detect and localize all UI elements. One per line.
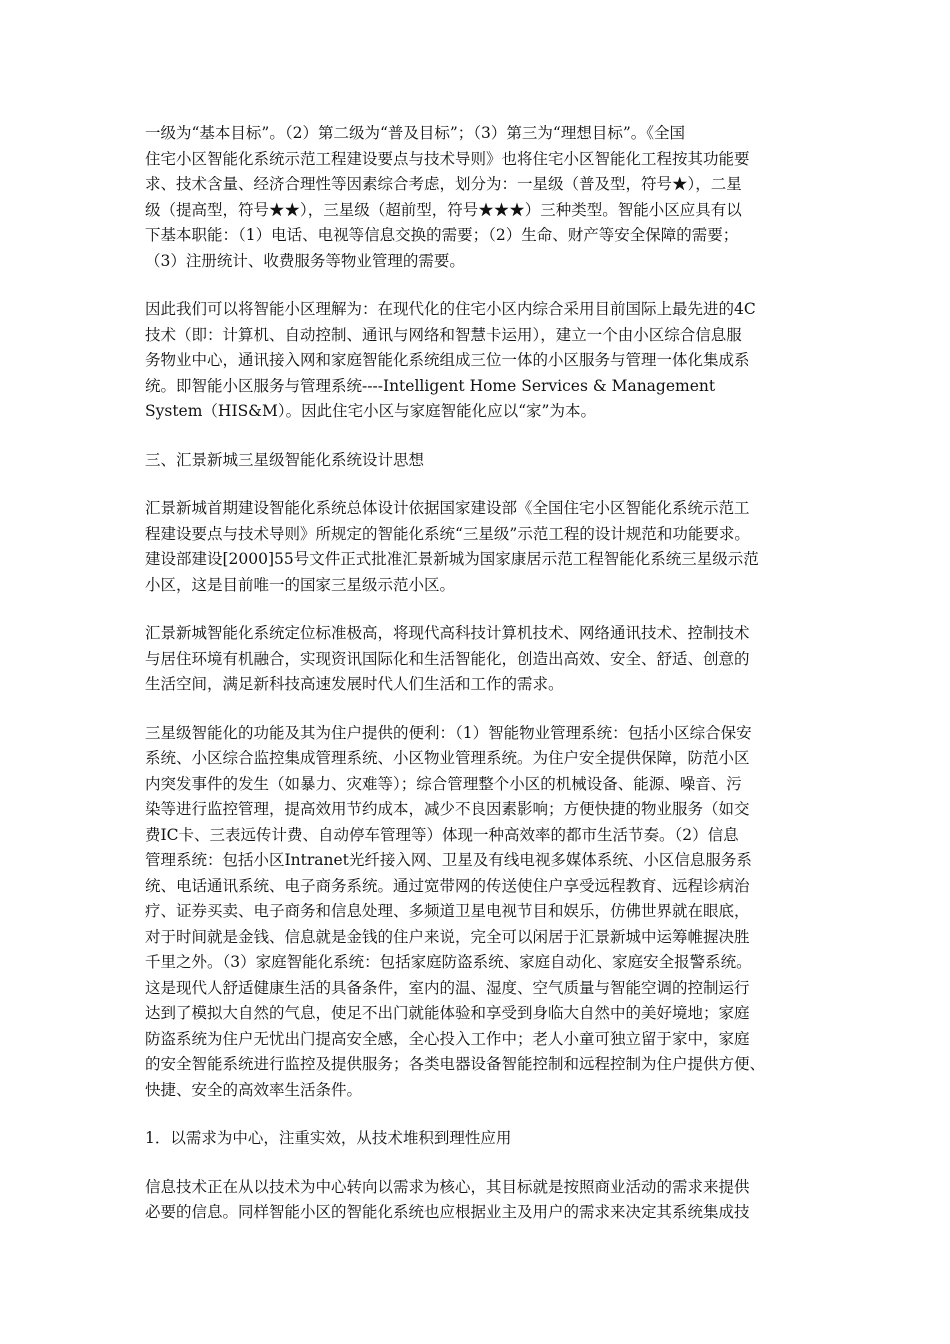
paragraph-three-star-functions (145, 721, 805, 1104)
section-heading-3 (145, 448, 805, 474)
heading-text: 三、汇景新城三星级智能化系统设计思想 (145, 450, 425, 469)
text-line: 染等进行监控管理，提高效用节约成本，减少不良因素影响；方便快捷的物业服务（如交 (145, 800, 750, 818)
heading-text: 1．以需求为中心，注重实效，从技术堆积到理性应用 (145, 1129, 512, 1147)
text-line: 务物业中心，通讯接入网和家庭智能化系统组成三位一体的小区服务与管理一体化集成系 (145, 351, 750, 369)
text-line: 系统、小区综合监控集成管理系统、小区物业管理系统。为住户安全提供保障，防范小区 (145, 749, 750, 767)
text-line: 内突发事件的发生（如暴力、灾难等）；综合管理整个小区的机械设备、能源、噪音、污 (145, 774, 742, 793)
text-line: 千里之外。（3）家庭智能化系统：包括家庭防盗系统、家庭自动化、家庭安全报警系统。 (145, 953, 752, 971)
text-line: 对于时间就是金钱、信息就是金钱的住户来说，完全可以闲居于汇景新城中运筹帷握决胜 (145, 927, 750, 946)
text-line: 的安全智能系统进行监控及提供服务；各类电器设备智能控制和远程控制为住户提供方便、 (145, 1055, 766, 1073)
text-line: 下基本职能：（1）电话、电视等信息交换的需要；（2）生命、财产等安全保障的需要； (145, 226, 739, 244)
text-line: 信息技术正在从以技术为中心转向以需求为核心，其目标就是按照商业活动的需求来提供 (145, 1177, 750, 1196)
text-line: 一级为“基本目标”。（2）第二级为“普及目标”；（3）第三为“理想目标”。《全国 (145, 124, 686, 142)
text-line: 疗、证券买卖、电子商务和信息处理、多频道卫星电视节目和娱乐，仿佛世界就在眼底， (145, 902, 750, 920)
text-line: System（HIS&M）。因此住宅小区与家庭智能化应以“家”为本。 (145, 402, 596, 420)
paragraph-smart-community-definition (145, 297, 805, 425)
text-line: 这是现代人舒适健康生活的具备条件，室内的温、湿度、空气质量与智能空调的控制运行 (145, 978, 750, 997)
text-line: 必要的信息。同样智能小区的智能化系统也应根据业主及用户的需求来决定其系统集成技 (145, 1203, 750, 1221)
paragraph-positioning (145, 621, 805, 698)
text-line: 汇景新城首期建设智能化系统总体设计依据国家建设部《全国住宅小区智能化系统示范工 (145, 499, 750, 517)
text-line: 因此我们可以将智能小区理解为：在现代化的住宅小区内综合采用目前国际上最先进的4C (145, 300, 756, 318)
text-line: 程建设要点与技术导则》所规定的智能化系统“三星级”示范工程的设计规范和功能要求。 (145, 524, 750, 543)
text-line: 统。即智能小区服务与管理系统----Intelligent Home Services & Management (145, 376, 716, 395)
text-line: 求、技术含量、经济合理性等因素综合考虑，划分为：一星级（普及型，符号★），二星 (145, 175, 742, 193)
text-line: 生活空间，满足新科技高速发展时代人们生活和工作的需求。 (145, 675, 564, 693)
text-line: 与居住环境有机融合，实现资讯国际化和生活智能化，创造出高效、安全、舒适、创意的 (145, 649, 750, 668)
text-line: 达到了模拟大自然的气息，使足不出门就能体验和享受到身临大自然中的美好境地；家庭 (145, 1004, 750, 1022)
text-line: 小区，这是目前唯一的国家三星级示范小区。 (145, 575, 456, 594)
subsection-heading-1 (145, 1126, 805, 1152)
text-line: 快捷、安全的高效率生活条件。 (145, 1080, 363, 1099)
text-line: 费IC卡、三表远传计费、自动停车管理等）体现一种高效率的都市生活节奏。（2）信息 (145, 825, 739, 844)
text-line: 住宅小区智能化系统示范工程建设要点与技术导则》也将住宅小区智能化工程按其功能要 (145, 149, 750, 168)
text-line: 统、电话通讯系统、电子商务系统。通过宽带网的传送使住户享受远程教育、远程诊病治 (145, 876, 750, 895)
text-line: （3）注册统计、收费服务等物业管理的需要。 (145, 251, 465, 270)
text-line: 防盗系统为住户无忧出门提高安全感，全心投入工作中；老人小童可独立留于家中，家庭 (145, 1029, 750, 1048)
text-line: 三星级智能化的功能及其为住户提供的便利：（1）智能物业管理系统：包括小区综合保安 (145, 723, 752, 742)
text-line: 建设部建设[2000]55号文件正式批准汇景新城为国家康居示范工程智能化系统三星级示范 (145, 550, 759, 568)
text-line: 管理系统：包括小区Intranet光纤接入网、卫星及有线电视多媒体系统、小区信息服务系 (145, 851, 752, 869)
text-line: 汇景新城智能化系统定位标准极高，将现代高科技计算机技术、网络通讯技术、控制技术 (145, 624, 750, 642)
text-line: 技术（即：计算机、自动控制、通讯与网络和智慧卡运用），建立一个由小区综合信息服 (145, 325, 742, 344)
paragraph-star-ratings (145, 121, 805, 274)
text-line: 级（提高型，符号★★），三星级（超前型，符号★★★）三种类型。智能小区应具有以 (145, 200, 742, 219)
paragraph-design-basis (145, 496, 805, 598)
document-page (145, 121, 805, 1249)
paragraph-demand-centered (145, 1175, 805, 1226)
